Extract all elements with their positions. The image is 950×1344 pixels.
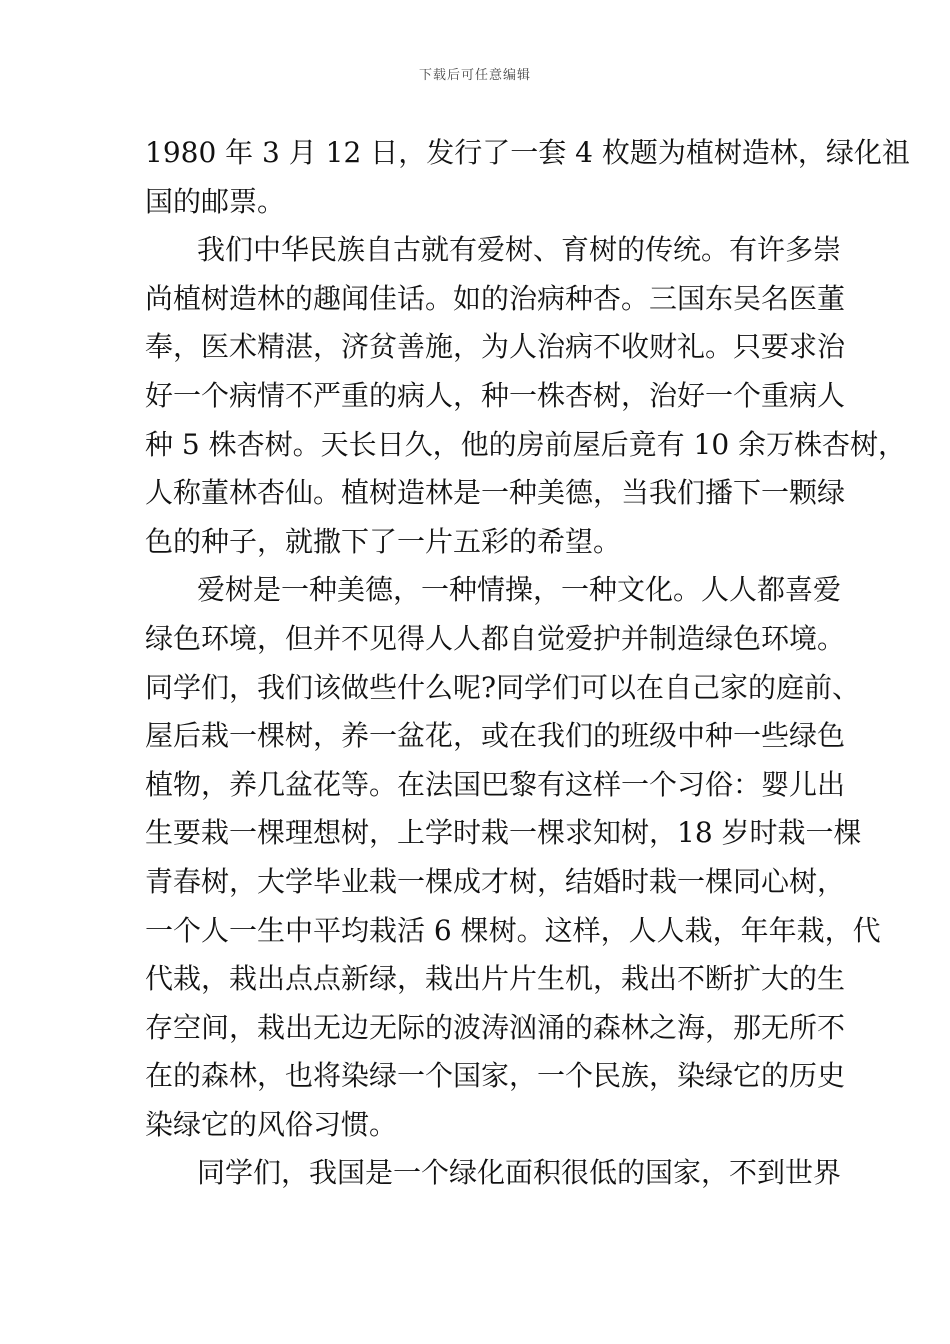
text-line: 我们中华民族自古就有爱树、育树的传统。有许多崇 (197, 233, 842, 267)
text-line: 青春树，大学毕业栽一棵成才树，结婚时栽一棵同心树， (145, 864, 846, 898)
paragraph-1 (145, 129, 910, 226)
text-line: 1980 年 3 月 12 日，发行了一套 4 枚题为植树造林，绿化祖 (145, 136, 910, 169)
text-line: 屋后栽一棵树，养一盆花，或在我们的班级中种一些绿色 (145, 719, 846, 753)
text-line: 同学们，我们该做些什么呢?同学们可以在自己家的庭前、 (145, 670, 861, 704)
paragraph-4 (145, 1149, 842, 1198)
text-line: 代栽，栽出点点新绿，栽出片片生机，栽出不断扩大的生 (145, 962, 846, 996)
paragraph-2 (145, 226, 907, 566)
text-line: 染绿它的风俗习惯。 (145, 1107, 398, 1141)
text-line: 奉，医术精湛，济贫善施，为人治病不收财礼。只要求治 (145, 330, 846, 364)
text-line: 好一个病情不严重的病人，种一株杏树，治好一个重病人 (145, 378, 846, 412)
text-line: 色的种子，就撒下了一片五彩的希望。 (145, 524, 622, 558)
text-line: 同学们，我国是一个绿化面积很低的国家，不到世界 (197, 1156, 842, 1190)
text-line: 生要栽一棵理想树，上学时栽一棵求知树，18 岁时栽一棵 (145, 816, 862, 850)
text-line: 植物，养几盆花等。在法国巴黎有这样一个习俗：婴儿出 (145, 767, 846, 801)
text-line: 一个人一生中平均栽活 6 棵树。这样，人人栽，年年栽，代 (145, 913, 881, 947)
text-line: 人称董林杏仙。植树造林是一种美德，当我们播下一颗绿 (145, 476, 846, 510)
text-line: 种 5 株杏树。天长日久，他的房前屋后竟有 10 余万株杏树， (145, 427, 907, 461)
document-body (145, 129, 910, 1198)
page-header: 下载后可任意编辑 (418, 68, 531, 83)
text-line: 爱树是一种美德，一种情操，一种文化。人人都喜爱 (197, 573, 842, 607)
text-line: 尚植树造林的趣闻佳话。如的治病种杏。三国东吴名医董 (145, 281, 846, 315)
text-line: 在的森林，也将染绿一个国家，一个民族，染绿它的历史 (145, 1059, 846, 1093)
text-line: 国的邮票。 (145, 184, 286, 218)
paragraph-3 (145, 566, 881, 1149)
text-line: 绿色环境，但并不见得人人都自觉爱护并制造绿色环境。 (145, 621, 846, 655)
text-line: 存空间，栽出无边无际的波涛汹涌的森林之海，那无所不 (145, 1010, 846, 1044)
